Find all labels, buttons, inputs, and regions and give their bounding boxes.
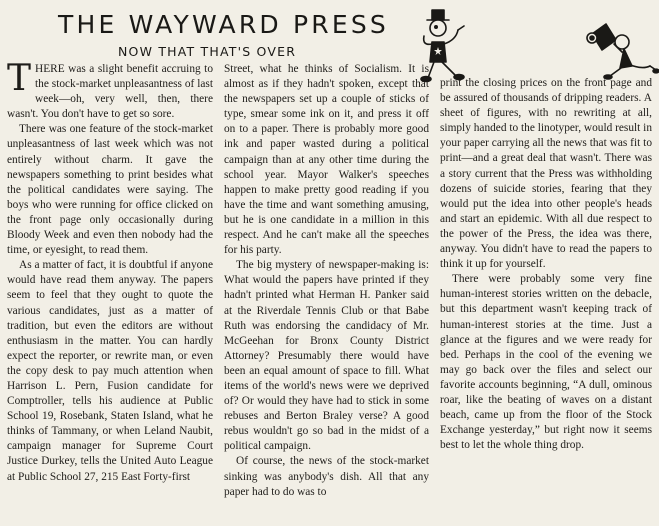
drop-cap: T [7, 62, 32, 99]
article-paragraph: print the closing prices on the front page and be assured of thousands of dripping readers. A sheet of figures, with no rewriting at all, simply handed to the linotyper, would result in your paper carrying all the news that was fit to print—and a great deal that wasn't. There was a story current that the Press was withholding dozens of suicide stories, fearing that they would put the idea into other people's heads and start an epidemic. With all due respect to the power of the Press, the idea was there, anyway. You didn't have to read the papers to think it up for yourself. [440, 77, 652, 271]
article-column-2 [224, 62, 429, 512]
article-paragraph: There was one feature of the stock-market unpleasantness of last week which was not entirely without charm. It gave the newspapers something to print besides what the political candidates were saying. The boys who were running for office clicked on the front page only occasionally during Bloody Week and even then nobody had the time, or eyesight, to read them. [7, 123, 213, 257]
article-paragraph: The big mystery of newspaper-making is: What would the papers have printed if they hadn't printed what Herman H. Panker said at the Riverdale Tennis Club or that Babe Ruth was endorsing the candidacy of Mr. McGeehan for Bronx County District Attorney? Presumably there would have been an equal amount of space to fill. What items of the world's news were we deprived of? Or would they have had to stick in some rebuses and Berton Braley verse? A good rebus wouldn't go so bad in the midst of a political campaign. [224, 259, 429, 453]
page-title: THE WAYWARD PRESS [58, 10, 389, 39]
article-paragraph: Street, what he thinks of Socialism. It is almost as if they hadn't spoken, except that the newspapers set up a couple of sticks of type, smear some ink on it, and press it off on to a paper. There is probably more good ink and paper wasted during a political campaign than at any other time during the school year. Mayor Walker's speeches happen to make pretty good reading if you have the time and want something amusing, but he is one candidate in a million in this respect. And he can't make all the speeches for his party. [224, 63, 429, 257]
article-column-3 [440, 76, 652, 526]
article-paragraph: There were probably some very fine human-interest stories written on the debacle, but this department wasn't keeping track of human-interest stories at the time. Just a glance at the figures and we were ready for bed. Perhaps in the cool of the evening we may go back over the files and select our favorite accounts beginning, “A dull, ominous roar, like the beating of waves on a distant beach, came up from the floor of the Stock Exchange yesterday,” but right now it seems best to let the whole thing drop. [440, 273, 652, 452]
press-cartoon-illustration [420, 0, 659, 84]
article-paragraph: THERE was a slight benefit accruing to the stock-market unpleasantness of last week—oh, very well, then, there wasn't. You don't have to get so sore. [7, 62, 213, 121]
masthead [0, 6, 420, 64]
article-paragraph: As a matter of fact, it is doubtful if anyone would have read them anyway. The papers seem to feel that they ought to quote the various candidates, just as a matter of tradition, but even the editors are without enthusiasm in the matter. You can hardly expect the reporter, or rewrite man, or even the copy desk to pay much attention when Harrison L. Pern, Fusion candidate for Comptroller, tells his audience at Public School 19, Rosebank, Staten Island, what he thinks of Tammany, or when Leland Naubit, campaign manager for Supreme Court Justice Durkey, tells the United Auto League at Public School 27, 215 East Forty-first [7, 259, 213, 483]
article-column-1 [7, 62, 213, 512]
photographer-figure-icon [587, 24, 659, 79]
article-subtitle: NOW THAT THAT'S OVER [118, 44, 297, 59]
article-paragraph: Of course, the news of the stock-market sinking was anybody's dish. All that any paper had to do was to [224, 455, 429, 498]
